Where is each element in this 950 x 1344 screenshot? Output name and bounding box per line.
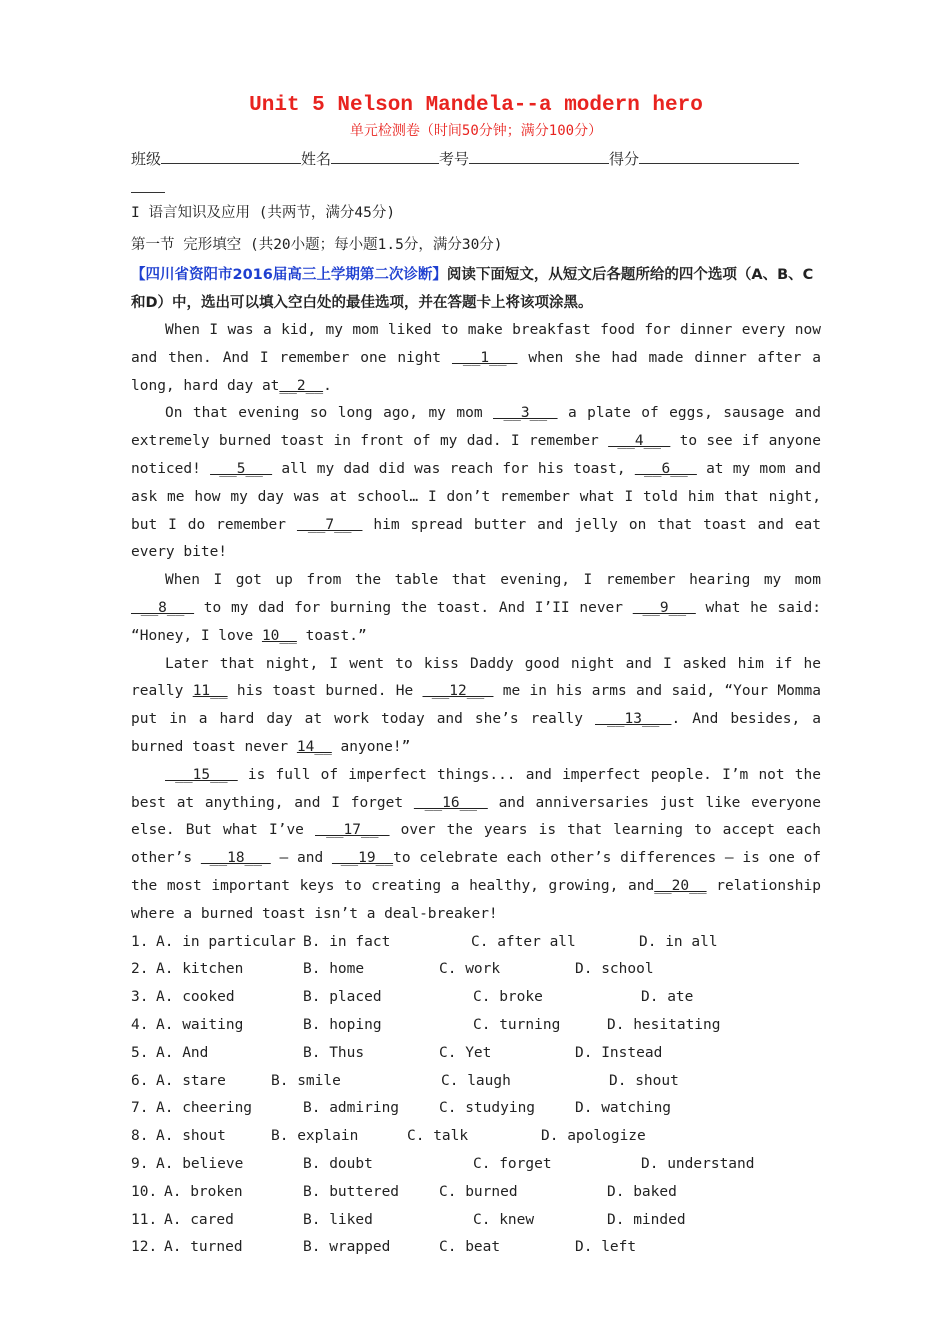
passage-text: – and (270, 850, 332, 867)
option-d: D. minded (607, 1211, 686, 1228)
option-row (131, 984, 821, 1012)
passage-text: to celebrate each other’s differences – is one of the most important keys to creating a healthy, growing, and (131, 850, 822, 894)
score-blank (639, 147, 799, 164)
passage-text: what he said: “Honey, I love (131, 599, 822, 644)
name-label: 姓名 (301, 150, 332, 168)
option-c: C. beat (439, 1239, 501, 1256)
name-blank (331, 147, 439, 164)
question-number: 1. (131, 933, 149, 950)
passage-paragraph (131, 567, 821, 650)
question-number: 3. (131, 989, 149, 1006)
option-b: B. admiring (303, 1100, 400, 1117)
cloze-blank: __15__ (165, 766, 238, 783)
option-a: A. kitchen (156, 961, 244, 978)
option-a: A. And (156, 1044, 209, 1061)
passage-text: When I got up from the table that evening, I remember hearing my mom (165, 572, 821, 589)
class-blank (161, 147, 301, 164)
option-row (131, 1040, 821, 1068)
score-blank-continuation (131, 178, 165, 193)
option-b: B. buttered (303, 1183, 400, 1200)
option-d: D. watching (575, 1100, 672, 1117)
option-row (131, 1151, 821, 1179)
option-a: A. cared (164, 1211, 234, 1228)
option-b: B. smile (271, 1072, 341, 1089)
instruction-text: 阅读下面短文，从短文后各题所给的四个选项（A、B、C和D）中，选出可以填入空白处的最佳选项，并在答题卡上将该项涂黑。 (131, 267, 814, 311)
question-number: 5. (131, 1044, 149, 1061)
cloze-blank: __20__ (654, 877, 707, 894)
option-d: D. shout (609, 1072, 679, 1089)
option-d: D. hesitating (607, 1016, 721, 1033)
passage-text: When I was a kid, my mom liked to make breakfast food for dinner every now and then. And I remember one night (131, 322, 821, 366)
option-c: C. burned (439, 1183, 518, 1200)
cloze-blank: __17__ (315, 822, 390, 839)
option-a: A. believe (156, 1155, 244, 1172)
passage-text: is full of imperfect things... and imperfect people. I’m not the best at anything, and I forget (131, 766, 821, 811)
option-b: B. hoping (303, 1016, 382, 1033)
cloze-blank: 14__ (296, 738, 332, 755)
passage-text: relationship where a burned toast isn’t a deal-breaker! (131, 877, 821, 922)
part-heading: 第一节 完形填空 (共20小题；每小题1.5分，满分30分) (131, 237, 503, 253)
option-list (131, 929, 821, 1263)
passage-text: to my dad for burning the toast. And I’II never (194, 599, 633, 616)
cloze-passage (131, 317, 821, 929)
class-label: 班级 (131, 150, 162, 168)
option-row (131, 1068, 821, 1096)
cloze-blank: __13__ (595, 711, 672, 728)
passage-text: his toast burned. He (227, 683, 423, 700)
question-number: 7. (131, 1100, 149, 1117)
passage-text: toast.” (296, 627, 367, 644)
option-c: C. knew (473, 1211, 535, 1228)
option-d: D. apologize (541, 1128, 646, 1145)
option-row (131, 1234, 821, 1262)
option-a: A. in particular (156, 933, 296, 950)
option-c: C. studying (439, 1100, 536, 1117)
passage-text: . (323, 377, 332, 394)
passage-paragraph (131, 400, 821, 567)
question-number: 11. (131, 1211, 158, 1228)
option-d: D. in all (639, 933, 718, 950)
question-number: 12. (131, 1239, 158, 1256)
number-blank (469, 147, 609, 164)
option-a: A. cooked (156, 989, 235, 1006)
option-c: C. talk (407, 1128, 469, 1145)
option-b: B. explain (271, 1128, 359, 1145)
instructions (131, 261, 821, 317)
option-d: D. left (575, 1239, 637, 1256)
cloze-blank: __19__ (331, 850, 394, 867)
option-a: A. turned (164, 1239, 243, 1256)
option-a: A. waiting (156, 1016, 244, 1033)
cloze-blank: __4__ (608, 433, 671, 450)
passage-text: over the years is that learning to accept each other’s (131, 822, 821, 867)
option-row (131, 929, 821, 957)
option-d: D. baked (607, 1183, 677, 1200)
option-row (131, 1179, 821, 1207)
passage-text: at my mom and ask me how my day was at school… I don’t remember what I told him that night, but I do remember (131, 460, 821, 533)
option-c: C. turning (473, 1016, 561, 1033)
cloze-blank: __2__ (279, 377, 324, 394)
passage-text: him spread butter and jelly on that toast and eat every bite! (131, 516, 821, 561)
option-a: A. broken (164, 1183, 243, 1200)
cloze-blank: __18__ (200, 850, 271, 867)
cloze-blank: __3__ (493, 405, 558, 422)
option-b: B. in fact (303, 933, 391, 950)
passage-paragraph (131, 762, 821, 929)
passage-paragraph (131, 651, 821, 762)
option-c: C. broke (473, 989, 543, 1006)
cloze-blank: __1__ (451, 349, 518, 366)
passage-text: On that evening so long ago, my mom (165, 405, 493, 422)
cloze-blank: 10__ (261, 627, 297, 644)
question-number: 10. (131, 1183, 158, 1200)
option-a: A. shout (156, 1128, 226, 1145)
question-number: 9. (131, 1155, 149, 1172)
passage-text: when she had made dinner after a long, hard day at (131, 349, 821, 394)
passage-text: all my dad did was reach for his toast, (272, 460, 635, 477)
option-row (131, 1095, 821, 1123)
option-b: B. Thus (303, 1044, 365, 1061)
question-number: 2. (131, 961, 149, 978)
option-row (131, 956, 821, 984)
option-b: B. doubt (303, 1155, 373, 1172)
cloze-blank: __16__ (413, 794, 488, 811)
question-number: 6. (131, 1072, 149, 1089)
page-title: Unit 5 Nelson Mandela--a modern hero (249, 94, 703, 117)
document-page (131, 92, 821, 1262)
question-number: 8. (131, 1128, 149, 1145)
option-c: C. forget (473, 1155, 552, 1172)
cloze-blank: __9__ (632, 599, 696, 616)
cloze-blank: 11__ (192, 683, 228, 700)
score-label: 得分 (609, 150, 640, 168)
passage-text: me in his arms and said, “Your Momma put in a hard day at work today and she’s really (131, 683, 821, 728)
cloze-blank: __5__ (210, 460, 273, 477)
cloze-blank: __6__ (634, 460, 697, 477)
option-b: B. placed (303, 989, 382, 1006)
source-tag: 【四川省资阳市2016届高三上学期第二次诊断】 (131, 267, 447, 283)
option-a: A. stare (156, 1072, 226, 1089)
cloze-blank: __8__ (131, 599, 195, 616)
option-b: B. home (303, 961, 365, 978)
passage-text: Later that night, I went to kiss Daddy good night and I asked him if he really (131, 655, 821, 700)
page-subtitle: 单元检测卷（时间50分钟；满分100分） (349, 123, 603, 139)
cloze-blank: __7__ (296, 516, 363, 533)
option-c: C. work (439, 961, 501, 978)
option-row (131, 1012, 821, 1040)
passage-text: and anniversaries just like everyone else. But what I’ve (131, 794, 821, 839)
section-heading: I 语言知识及应用 (共两节，满分45分) (131, 205, 396, 221)
passage-text: to see if anyone noticed! (131, 433, 822, 477)
option-row (131, 1207, 821, 1235)
cloze-blank: __12__ (422, 683, 494, 700)
question-number: 4. (131, 1016, 149, 1033)
passage-text: anyone!” (331, 738, 411, 755)
option-c: C. Yet (439, 1044, 492, 1061)
option-b: B. liked (303, 1211, 373, 1228)
option-c: C. after all (471, 933, 576, 950)
option-d: D. understand (641, 1155, 755, 1172)
number-label: 考号 (439, 150, 470, 168)
option-d: D. ate (641, 989, 694, 1006)
passage-text: a plate of eggs, sausage and extremely burned toast in front of my dad. I remember (131, 405, 821, 450)
passage-text: . And besides, a burned toast never (131, 711, 821, 755)
option-b: B. wrapped (303, 1239, 391, 1256)
option-d: D. Instead (575, 1044, 663, 1061)
passage-paragraph (131, 317, 821, 400)
option-d: D. school (575, 961, 654, 978)
option-c: C. laugh (441, 1072, 511, 1089)
option-a: A. cheering (156, 1100, 253, 1117)
student-info-line (131, 146, 821, 172)
option-row (131, 1123, 821, 1151)
